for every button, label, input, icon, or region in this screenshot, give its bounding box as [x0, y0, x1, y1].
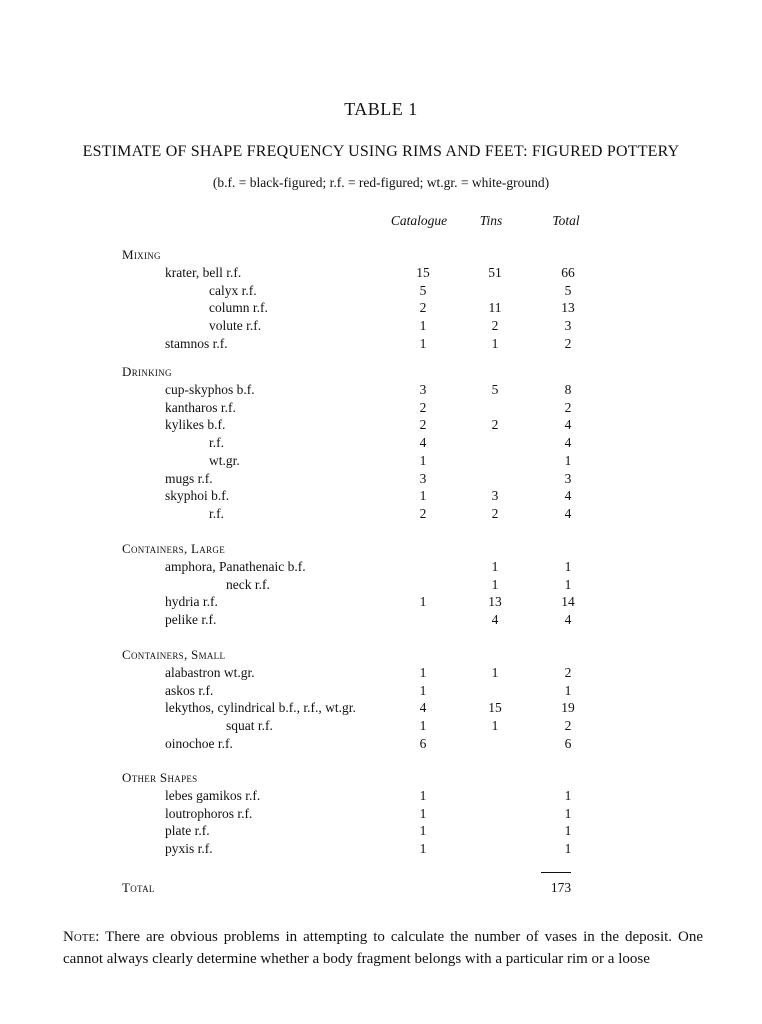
catalogue-count: 1 — [419, 718, 427, 734]
shape-name: hydria r.f. — [165, 594, 218, 610]
catalogue-count: 1 — [419, 594, 427, 610]
total-count: 2 — [564, 399, 572, 415]
total-count: 5 — [564, 282, 572, 298]
catalogue-count: 1 — [419, 488, 427, 504]
shape-name: krater, bell r.f. — [165, 265, 242, 280]
total-count: 1 — [564, 559, 572, 574]
catalogue-count: 4 — [419, 700, 427, 716]
shape-name: pyxis r.f. — [165, 841, 213, 857]
total-count: 3 — [564, 318, 572, 334]
total-label: Total — [122, 880, 155, 895]
catalogue-count: 4 — [419, 435, 427, 451]
shape-name: calyx r.f. — [209, 282, 257, 298]
table-row — [0, 594, 762, 612]
catalogue-count: 6 — [419, 735, 427, 751]
table-row — [0, 400, 762, 418]
total-count: 1 — [564, 805, 572, 821]
table-row — [0, 283, 762, 301]
total-count: 4 — [564, 417, 572, 433]
table-row — [0, 300, 762, 318]
total-value: 173 — [550, 880, 572, 895]
total-count: 1 — [564, 682, 572, 698]
shape-name: kylikes b.f. — [165, 417, 226, 433]
total-count: 2 — [564, 665, 572, 680]
shape-name: volute r.f. — [209, 318, 262, 334]
catalogue-count: 2 — [419, 399, 427, 415]
shape-name: lekythos, cylindrical b.f., r.f., wt.gr. — [165, 700, 356, 716]
note-text: There are obvious problems in attempting to calculate the number of vases in the deposit. One cannot always clearly determine whether a body fragment belongs with a particular rim or a loose — [63, 929, 703, 967]
table-subtitle: ESTIMATE OF SHAPE FREQUENCY USING RIMS AND FEET: FIGURED POTTERY — [82, 143, 680, 160]
catalogue-count: 1 — [419, 318, 427, 334]
catalogue-count: 1 — [419, 452, 427, 468]
table-title: TABLE 1 — [344, 99, 418, 119]
shape-name: stamnos r.f. — [165, 335, 228, 351]
catalogue-count: 15 — [416, 265, 430, 280]
table-row — [0, 435, 762, 453]
shape-name: neck r.f. — [226, 576, 270, 592]
shape-name: squat r.f. — [226, 718, 273, 734]
section-heading: Other Shapes — [122, 770, 198, 785]
tins-count: 1 — [491, 665, 499, 680]
tins-count: 2 — [491, 505, 499, 521]
table-row — [0, 417, 762, 435]
catalogue-count: 1 — [419, 682, 427, 698]
shape-name: column r.f. — [209, 300, 268, 316]
table-row — [0, 318, 762, 336]
table-row — [0, 788, 762, 806]
table-row — [0, 471, 762, 489]
table-row — [0, 488, 762, 506]
total-count: 6 — [564, 735, 572, 751]
column-header-catalogue: Catalogue — [390, 213, 448, 228]
total-count: 13 — [561, 300, 575, 316]
catalogue-count: 2 — [419, 417, 427, 433]
total-count: 8 — [564, 382, 572, 397]
table-row — [0, 736, 762, 754]
total-count: 2 — [564, 718, 572, 734]
shape-name: r.f. — [209, 435, 224, 451]
note-label: Note: — [63, 929, 100, 945]
total-count: 14 — [561, 594, 575, 610]
table-row — [0, 336, 762, 354]
total-count: 1 — [564, 788, 572, 803]
table-row — [0, 700, 762, 718]
table-row — [0, 718, 762, 736]
shape-name: lebes gamikos r.f. — [165, 788, 261, 803]
tins-count: 2 — [491, 318, 499, 334]
total-count: 1 — [564, 452, 572, 468]
shape-name: askos r.f. — [165, 682, 214, 698]
shape-name: pelike r.f. — [165, 612, 217, 628]
table-row — [0, 841, 762, 859]
catalogue-count: 2 — [419, 300, 427, 316]
total-count: 1 — [564, 576, 572, 592]
total-count: 19 — [561, 700, 575, 716]
column-header-tins: Tins — [479, 213, 503, 228]
table-row — [0, 506, 762, 524]
tins-count: 1 — [491, 576, 499, 592]
shape-name: amphora, Panathenaic b.f. — [165, 559, 306, 574]
catalogue-count: 5 — [419, 282, 427, 298]
catalogue-count: 1 — [419, 788, 427, 803]
tins-count: 51 — [488, 265, 502, 280]
total-count: 4 — [564, 505, 572, 521]
table-row — [0, 559, 762, 577]
tins-count: 11 — [488, 300, 502, 316]
total-count: 4 — [564, 612, 572, 628]
shape-name: wt.gr. — [209, 452, 240, 468]
table-row — [0, 382, 762, 400]
table-row — [0, 823, 762, 841]
catalogue-count: 3 — [419, 382, 427, 397]
section-heading: Mixing — [122, 247, 161, 262]
total-count: 2 — [564, 335, 572, 351]
column-header-total: Total — [552, 213, 580, 228]
note-paragraph — [63, 926, 703, 970]
table-row — [0, 683, 762, 701]
total-count: 4 — [564, 488, 572, 504]
catalogue-count: 1 — [419, 665, 427, 680]
tins-count: 4 — [491, 612, 499, 628]
table-row — [0, 806, 762, 824]
catalogue-count: 1 — [419, 841, 427, 857]
abbreviation-key: (b.f. = black-figured; r.f. = red-figured; wt.gr. = white-ground) — [212, 175, 550, 190]
section-heading: Drinking — [122, 364, 172, 379]
tins-count: 15 — [488, 700, 502, 716]
shape-name: kantharos r.f. — [165, 399, 236, 415]
catalogue-count: 1 — [419, 805, 427, 821]
section-heading: Containers, Small — [122, 647, 226, 662]
tins-count: 5 — [491, 382, 499, 397]
total-count: 1 — [564, 841, 572, 857]
total-count: 1 — [564, 823, 572, 839]
table-row — [0, 265, 762, 283]
total-rule — [541, 872, 571, 873]
total-count: 3 — [564, 470, 572, 486]
catalogue-count: 2 — [419, 505, 427, 521]
table-row — [0, 665, 762, 683]
shape-name: skyphoi b.f. — [165, 488, 230, 504]
catalogue-count: 1 — [419, 335, 427, 351]
catalogue-count: 3 — [419, 470, 427, 486]
shape-name: alabastron wt.gr. — [165, 665, 255, 680]
table-row — [0, 453, 762, 471]
shape-name: r.f. — [209, 505, 224, 521]
shape-name: oinochoe r.f. — [165, 735, 233, 751]
tins-count: 1 — [491, 335, 499, 351]
tins-count: 2 — [491, 417, 499, 433]
catalogue-count: 1 — [419, 823, 427, 839]
table-row — [0, 577, 762, 595]
table-row — [0, 612, 762, 630]
total-count: 66 — [561, 265, 575, 280]
tins-count: 3 — [491, 488, 499, 504]
shape-name: plate r.f. — [165, 823, 210, 839]
tins-count: 1 — [491, 559, 499, 574]
shape-name: cup-skyphos b.f. — [165, 382, 255, 397]
tins-count: 1 — [491, 718, 499, 734]
section-heading: Containers, Large — [122, 541, 225, 556]
total-count: 4 — [564, 435, 572, 451]
shape-name: loutrophoros r.f. — [165, 805, 253, 821]
tins-count: 13 — [488, 594, 502, 610]
shape-name: mugs r.f. — [165, 470, 213, 486]
